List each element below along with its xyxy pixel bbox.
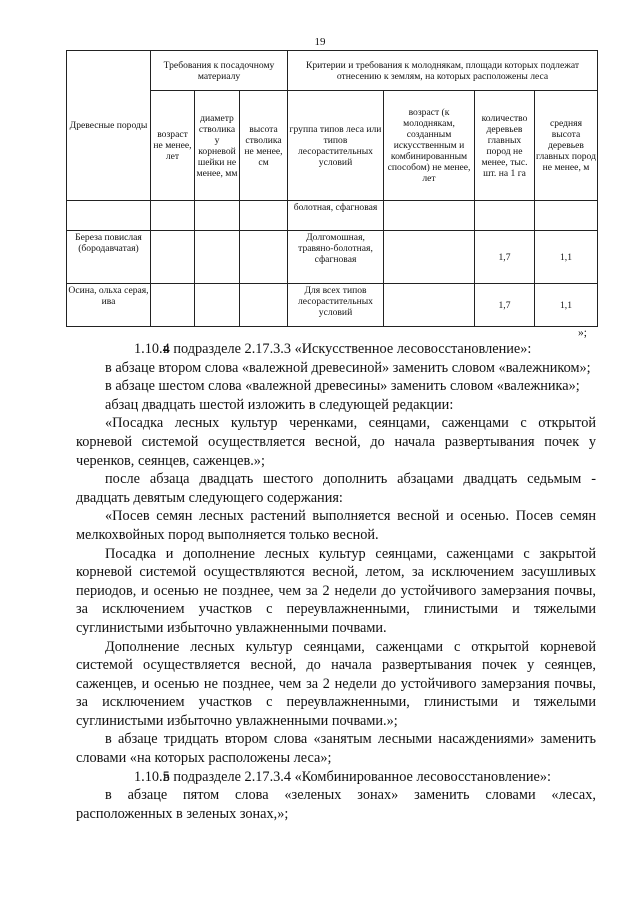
table-header-row [67, 51, 598, 91]
cell-height [240, 284, 288, 327]
cell-mean-height: 1,1 [535, 284, 598, 327]
clause-number: 1.10.4 [134, 341, 170, 357]
cell-height [240, 231, 288, 284]
paragraph: в абзаце шестом слова «валежной древесины» заменить словом «валежника»; [105, 378, 580, 395]
paragraph: «Посев семян лесных растений выполняется весной и осенью. Посев семян мелкохвойных пород выполняется только весной. [76, 508, 596, 543]
paragraph: Дополнение лесных культур сеянцами, саженцами с открытой корневой системой осуществляется весной, до начала развертывания почек у сеянцев, саженцев, и осенью не позднее, чем за 2 недели до устойчивого замерзания почвы, за исключением участков с переувлажненными, глинистыми и тяжелыми суглинистыми избыточно увлажненными почвами.»; [76, 638, 596, 729]
paragraph: после абзаца двадцать шестого дополнить абзацами двадцать седьмым - двадцать девятым следующего содержания: [76, 471, 596, 506]
cell-age [151, 201, 195, 231]
table-closing-quote: »; [578, 327, 587, 339]
cell-species: Осина, ольха серая, ива [67, 284, 151, 327]
cell-mean-height: 1,1 [535, 231, 598, 284]
cell-diameter [195, 284, 240, 327]
clause-number: 1.10.5 [134, 768, 170, 785]
cell-tree-count: 1,7 [475, 231, 535, 284]
cell-forest-group: Долгомошная, травяно-болотная, сфагновая [288, 231, 384, 284]
cell-species [67, 201, 151, 231]
paragraph: «Посадка лесных культур черенками, сеянцами, саженцами с открытой корневой системой осуществляется весной, до начала развертывания почек у черенков, сеянцев, саженцев.»; [76, 415, 596, 469]
header-diameter: диаметр стволика у корневой шейки не менее, мм [195, 91, 240, 201]
paragraph: в абзаце тридцать втором слова «занятым лесными насаждениями» заменить словами «на которых расположены леса»; [76, 731, 596, 767]
table-row [67, 201, 598, 231]
cell-age [151, 231, 195, 284]
table-row [67, 231, 598, 284]
requirements-table [66, 50, 598, 327]
cell-forest-group: Для всех типов лесорастительных условий [288, 284, 384, 327]
paragraph: в абзаце втором слова «валежной древесиной» заменить словом «валежником»; [105, 359, 591, 376]
cell-tree-count: 1,7 [475, 284, 535, 327]
cell-age [151, 284, 195, 327]
paragraph: Посадка и дополнение лесных культур сеянцами, саженцами с закрытой корневой системой осуществляются весной, летом, за исключением засушливых периодов, и осенью не позднее, чем за 2 недели до устойчивого замерзания почвы, за исключением участков с переувлажненными, глинистыми и тяжелыми суглинистыми избыточно увлажненными почвами. [76, 545, 596, 636]
header-plant-material: Требования к посадочному материалу [151, 51, 288, 91]
cell-species: Береза повислая (бородавчатая) [67, 231, 151, 284]
header-height: высота стволика не менее, см [240, 91, 288, 201]
clause-text: в подразделе 2.17.3.3 «Искусственное лесовосстановление»: [163, 341, 532, 357]
cell-diameter [195, 201, 240, 231]
paragraph: абзац двадцать шестой изложить в следующей редакции: [105, 396, 454, 413]
paragraph: в абзаце пятом слова «зеленых зонах» заменить словами «лесах, расположенных в зеленых зонах,»; [76, 787, 596, 822]
header-species: Древесные породы [67, 51, 151, 201]
amendment-heading [76, 340, 596, 359]
header-age: возраст не менее, лет [151, 91, 195, 201]
cell-young-age [384, 231, 475, 284]
cell-young-age [384, 201, 475, 231]
header-criteria: Критерии и требования к молоднякам, площади которых подлежат отнесению к землям, на которых расположены леса [288, 51, 598, 91]
header-mean-height: средняя высота деревьев главных пород не менее, м [535, 91, 598, 201]
page-number: 19 [314, 36, 326, 48]
table-row [67, 284, 598, 327]
header-forest-group: группа типов леса или типов лесорастительных условий [288, 91, 384, 201]
cell-forest-group: болотная, сфагновая [288, 201, 384, 231]
cell-young-age [384, 284, 475, 327]
clause-text: в подразделе 2.17.3.4 «Комбинированное лесовосстановление»: [163, 768, 552, 785]
header-young-age: возраст (к молоднякам, созданным искусственным и комбинированным способом) не менее, лет [384, 91, 475, 201]
cell-tree-count [475, 201, 535, 231]
amendment-text [76, 340, 596, 823]
cell-height [240, 201, 288, 231]
cell-diameter [195, 231, 240, 284]
amendment-heading [76, 768, 596, 787]
cell-mean-height [535, 201, 598, 231]
header-tree-count: количество деревьев главных пород не менее, тыс. шт. на 1 га [475, 91, 535, 201]
